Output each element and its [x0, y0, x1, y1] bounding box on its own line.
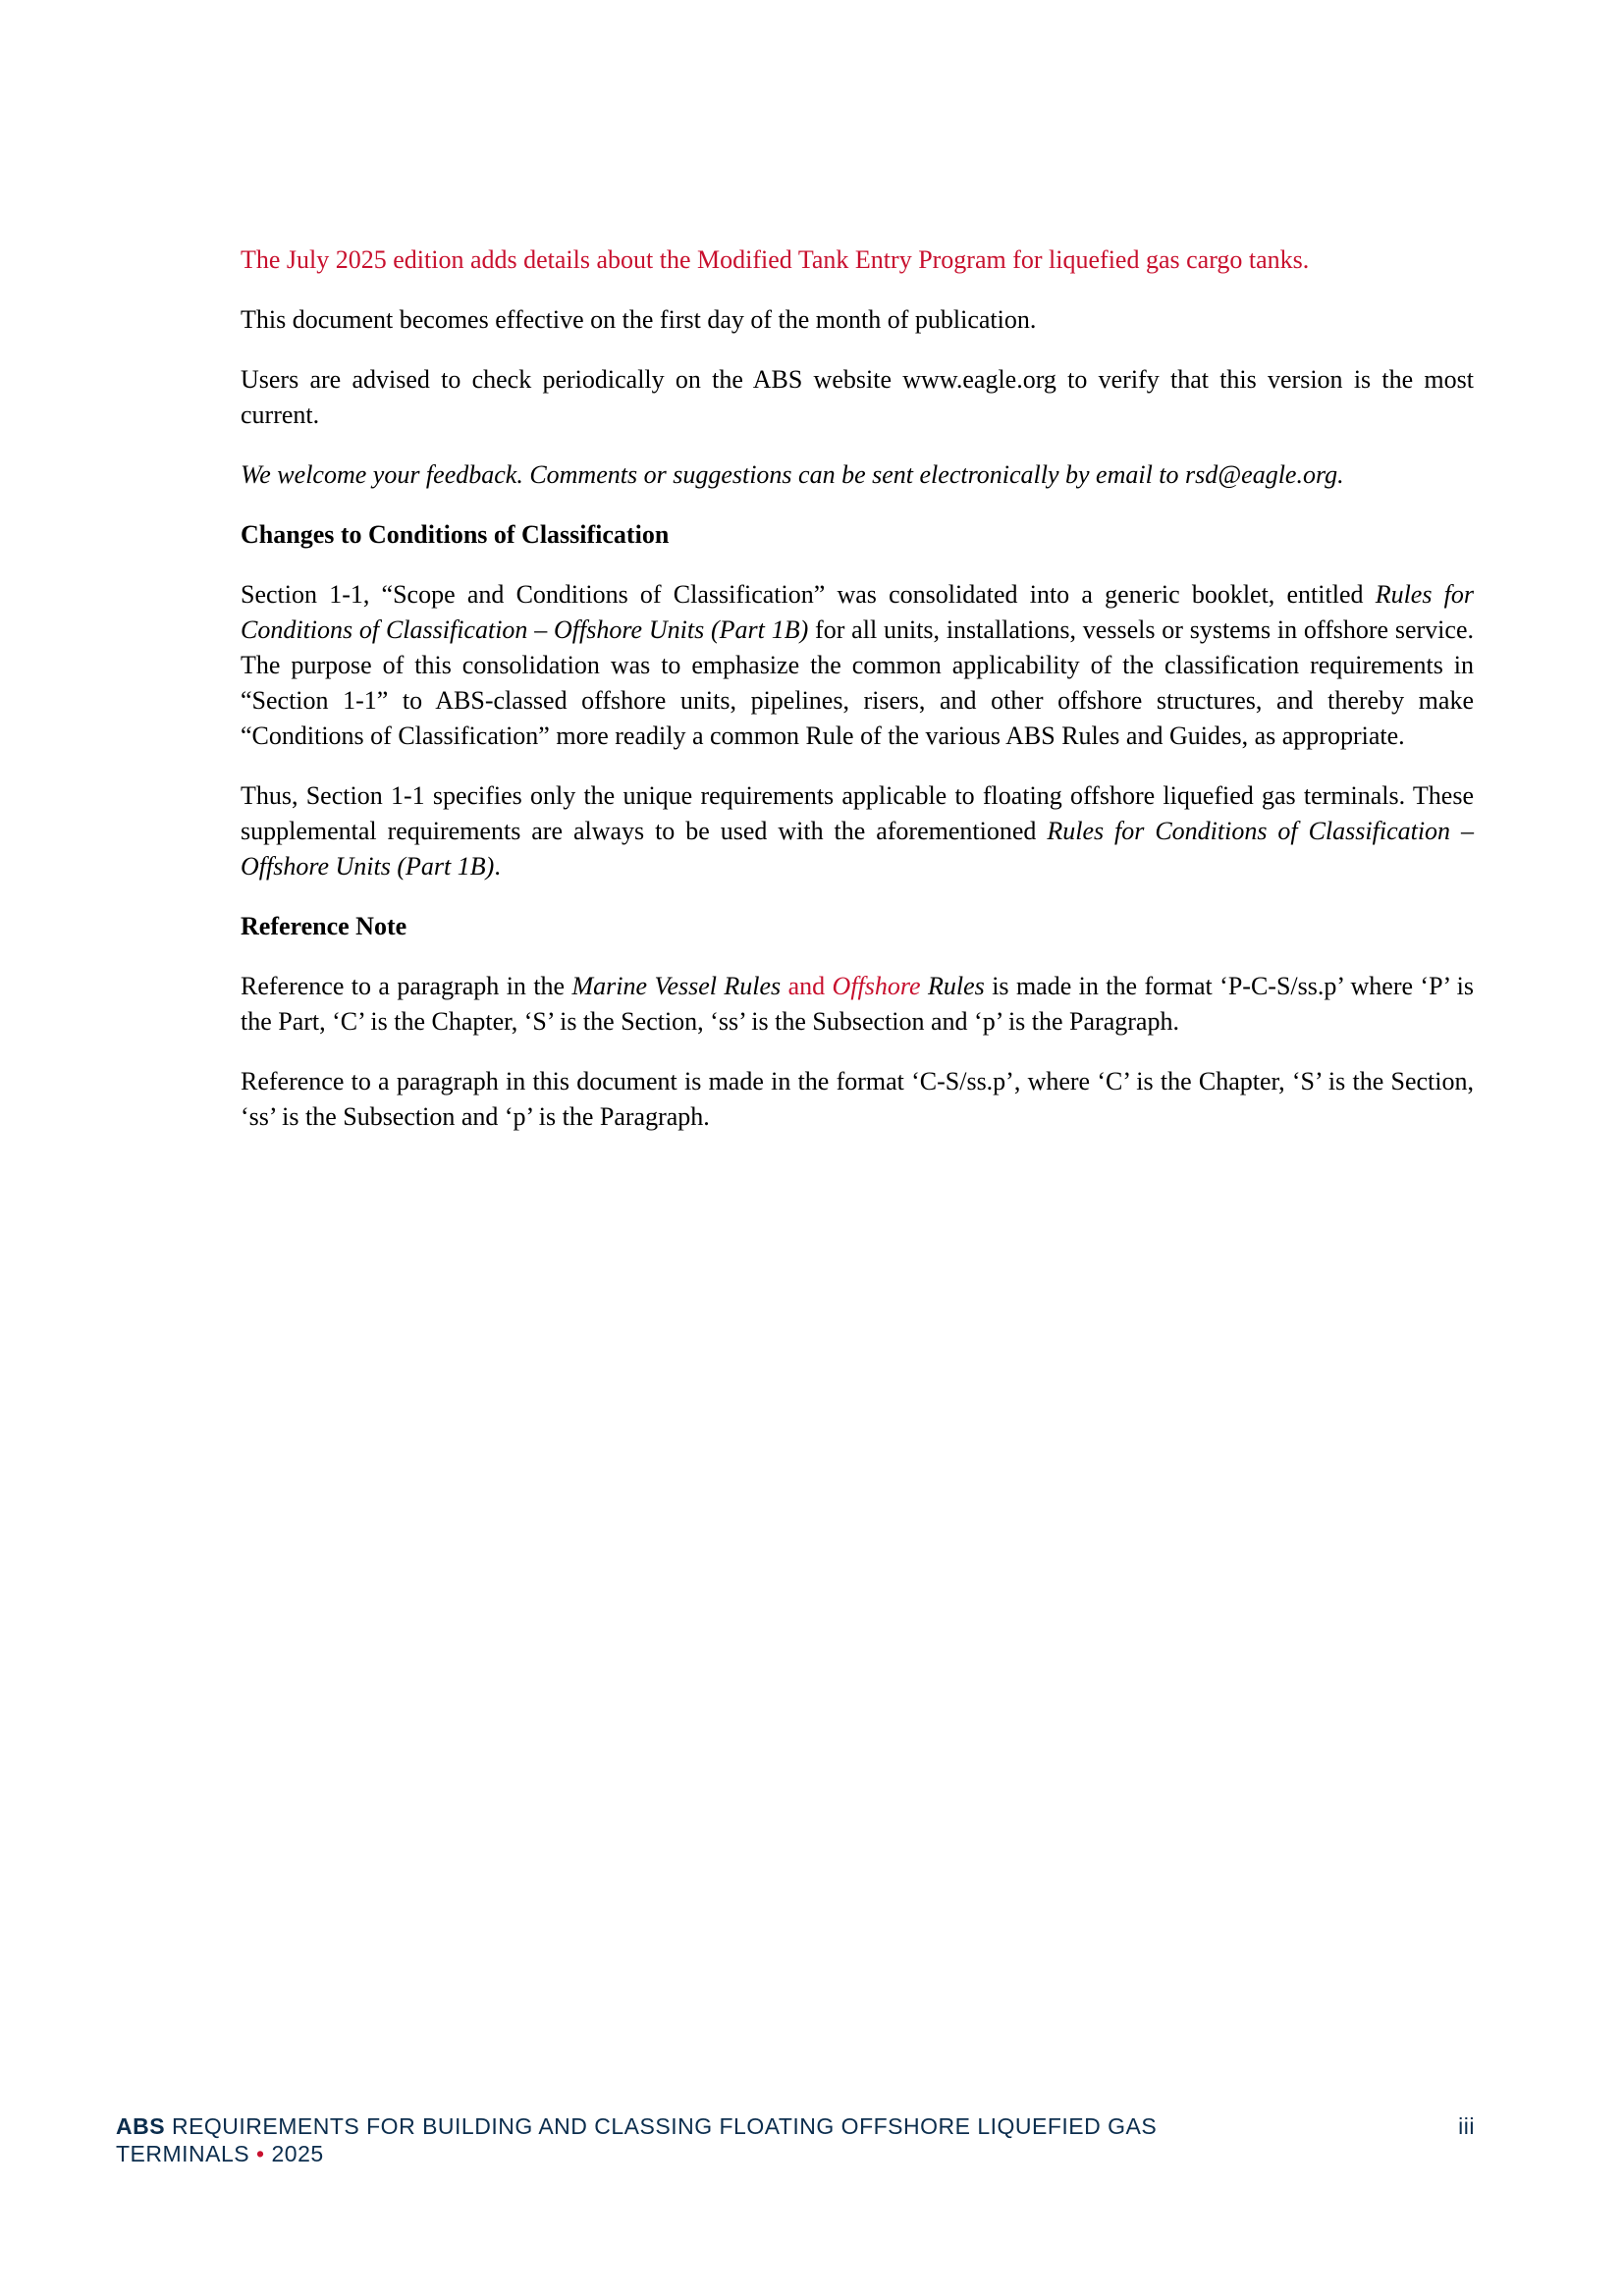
- document-body: [241, 242, 1474, 1135]
- text-run: ABS: [116, 2113, 166, 2139]
- text-run: for all units, installations, vessels or systems in offshore service. The purpose of this consolidation was to emphasize the common applicability of the classification requirements in “Section 1-1” to ABS-classed offshore units, pipelines, risers, and other offshore structures, and thereby make “Conditions of Classification” more readily a common Rule of the various ABS Rules and Guides, as appropriate.: [241, 615, 1474, 750]
- reference-note-heading: [241, 909, 1474, 944]
- text-run: •: [256, 2141, 265, 2166]
- document-reference-format-paragraph: [241, 1064, 1474, 1135]
- footer-line-1: [116, 2112, 1157, 2140]
- effective-date-note: [241, 302, 1474, 338]
- text-run: is made in the format ‘P-C-S/ss.p’ where ‘P’ is the Part, ‘C’ is the Chapter, ‘S’ is the Section, ‘ss’ is the Subsection and ‘p’ is the Paragraph.: [241, 972, 1475, 1036]
- text-run: Changes to Conditions of Classification: [241, 520, 670, 549]
- text-run: Section 1-1, “Scope and Conditions of Classification” was consolidated into a generic booklet, entitled: [241, 580, 1376, 609]
- rules-reference-format-paragraph: [241, 969, 1474, 1040]
- page-footer: [116, 2112, 1475, 2167]
- footer-text: [116, 2112, 1157, 2167]
- text-run: Marine Vessel Rules: [571, 972, 782, 1000]
- text-run: 2025: [264, 2141, 324, 2166]
- text-run: Users are advised to check periodically on the ABS website www.eagle.org to verify that this version is the most current.: [241, 365, 1474, 429]
- text-run: Rules for Conditions of Classification – Offshore Units (Part 1B): [241, 817, 1475, 881]
- text-run: Rules: [928, 972, 985, 1000]
- text-run: Rules for Conditions of Classification – Offshore Units (Part 1B): [241, 580, 1474, 644]
- footer-line-2: [116, 2140, 1157, 2167]
- consolidation-paragraph: [241, 577, 1474, 754]
- text-run: This document becomes effective on the first day of the month of publication.: [241, 305, 1037, 334]
- text-run: Reference to a paragraph in the: [241, 972, 572, 1000]
- feedback-note: [241, 457, 1474, 493]
- text-run: The July 2025 edition adds details about the Modified Tank Entry Program for liquefied gas cargo tanks.: [241, 245, 1310, 274]
- text-run: Thus, Section 1-1 specifies only the unique requirements applicable to floating offshore liquefied gas terminals. These supplemental requirements are always to be used with the aforementioned: [241, 781, 1474, 845]
- text-run: Offshore: [832, 972, 921, 1000]
- version-check-note: [241, 362, 1474, 433]
- page-number: iii: [1458, 2113, 1475, 2139]
- text-run: Reference Note: [241, 912, 407, 940]
- text-run: We welcome your feedback. Comments or suggestions can be sent electronically by email to rsd@eagle.org.: [241, 460, 1344, 489]
- text-run: .: [494, 852, 501, 881]
- text-run: and: [787, 972, 833, 1000]
- edition-note: [241, 242, 1474, 278]
- text-run: TERMINALS: [116, 2141, 257, 2166]
- text-run: [781, 972, 787, 1000]
- changes-to-conditions-heading: [241, 517, 1474, 553]
- text-run: [921, 972, 928, 1000]
- supplemental-requirements-paragraph: [241, 778, 1474, 884]
- text-run: Reference to a paragraph in this document is made in the format ‘C-S/ss.p’, where ‘C’ is the Chapter, ‘S’ is the Section, ‘ss’ is the Subsection and ‘p’ is the Paragraph.: [241, 1067, 1474, 1131]
- text-run: REQUIREMENTS FOR BUILDING AND CLASSING FLOATING OFFSHORE LIQUEFIED GAS: [165, 2113, 1158, 2139]
